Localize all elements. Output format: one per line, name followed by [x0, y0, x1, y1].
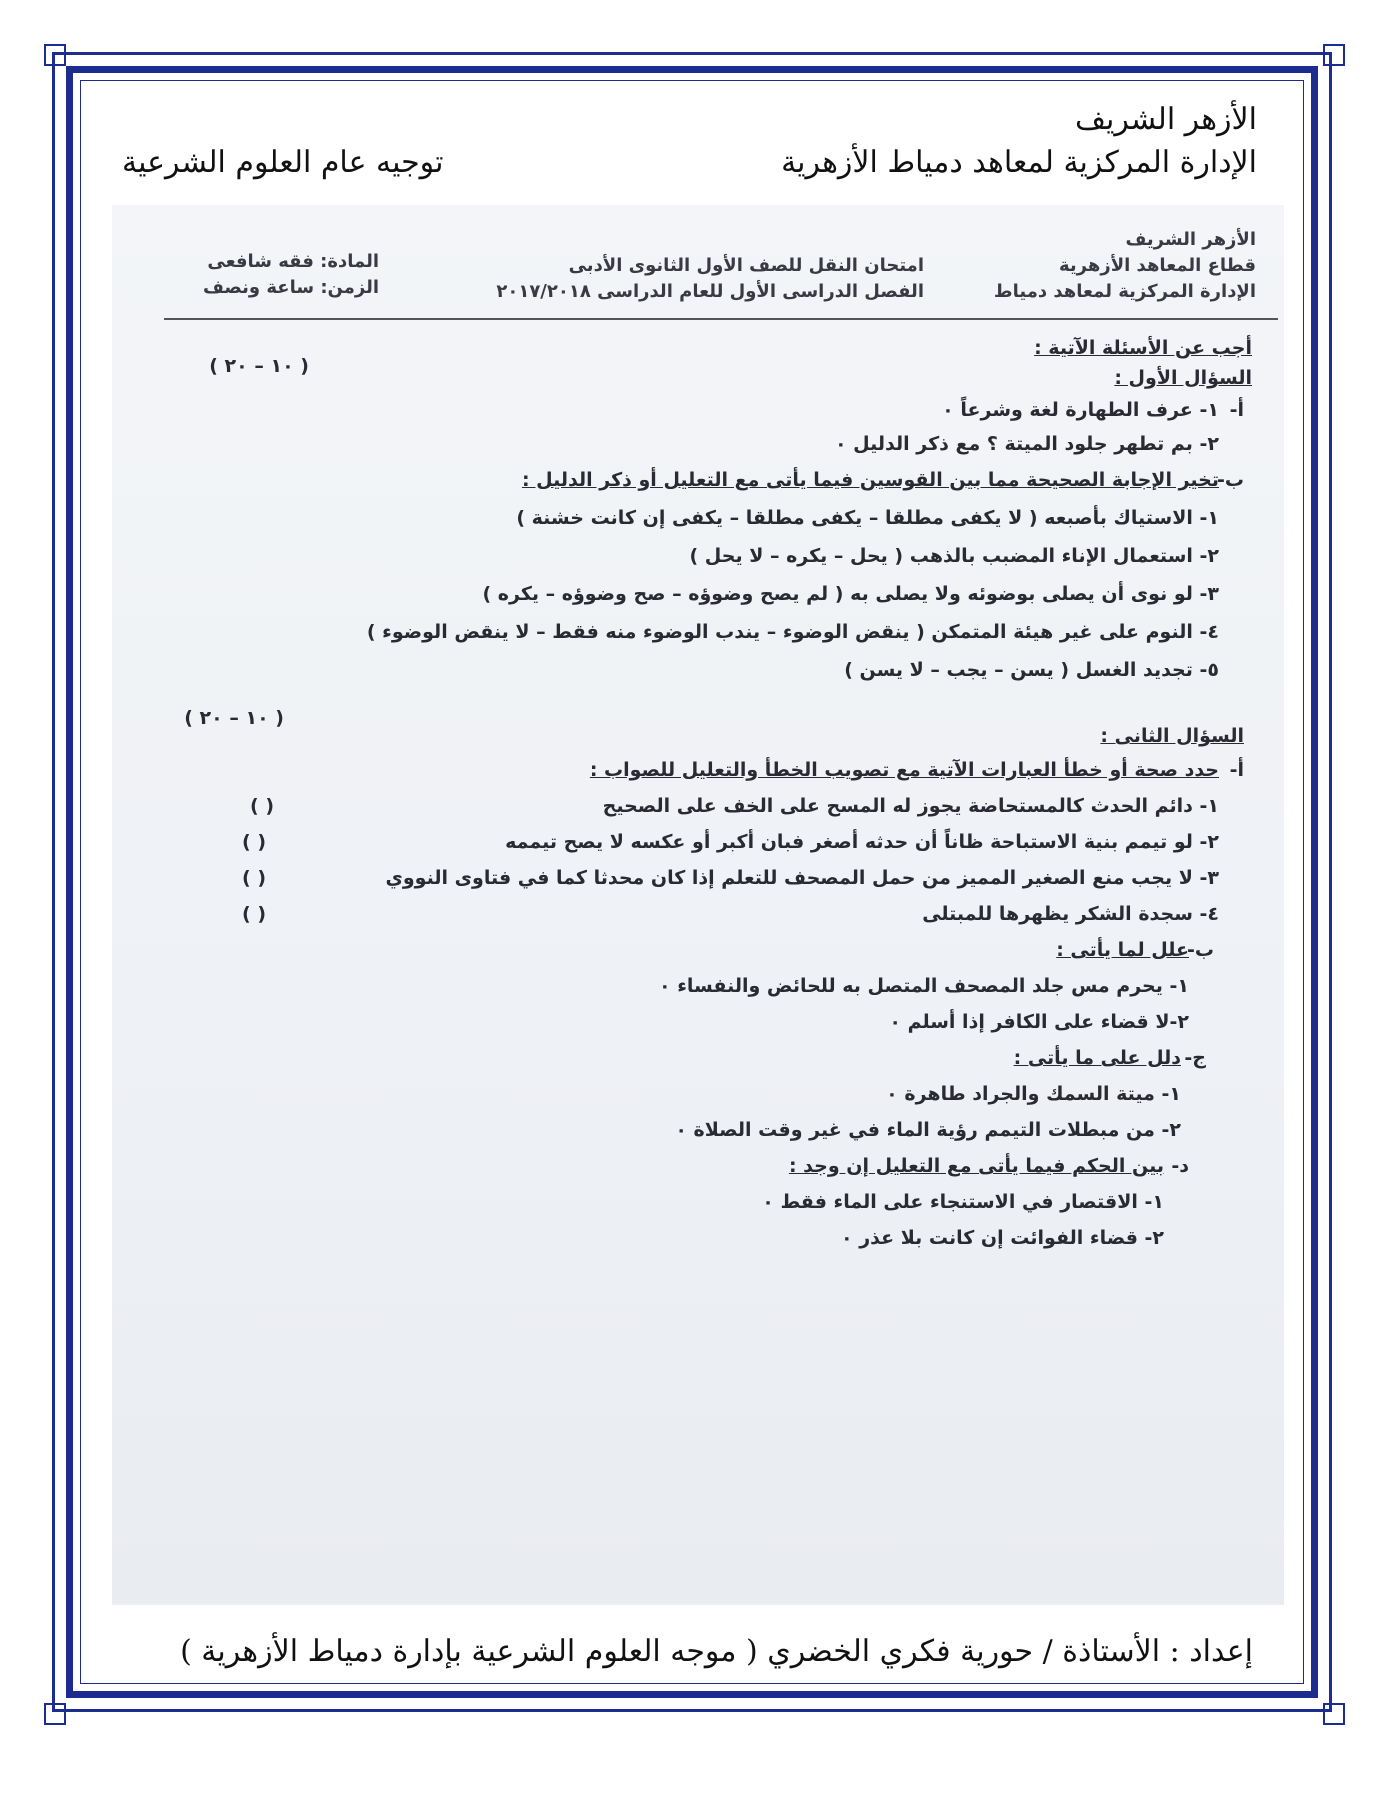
answer-box-2: ( ) — [242, 831, 266, 853]
q2-c-label: ج- — [1184, 1047, 1206, 1069]
q2-a-item-4: ٤- سجدة الشكر يظهرها للمبتلى — [922, 903, 1219, 925]
corner-ornament — [44, 1703, 66, 1725]
q2-marks: ( ١٠ – ٢٠ ) — [184, 707, 284, 729]
header-azhar: الأزهر الشريف — [1074, 102, 1257, 137]
q2-d-item-2: ٢- قضاء الفوائت إن كانت بلا عذر ٠ — [840, 1227, 1164, 1249]
answer-box-4: ( ) — [242, 903, 266, 925]
exam-header-right-1: الأزهر الشريف — [1125, 229, 1256, 250]
q1-b-label: ب- — [1217, 469, 1244, 491]
exam-header-center-1: امتحان النقل للصف الأول الثانوى الأدبى — [568, 255, 924, 276]
q1-b-item-4: ٤- النوم على غير هيئة المتمكن ( ينقض الوضوء – يندب الوضوء منه فقط – لا ينقض الوضوء ) — [366, 621, 1219, 643]
q2-b-item-2: ٢-لا قضاء على الكافر إذا أسلم ٠ — [889, 1011, 1189, 1033]
answer-box-1: ( ) — [250, 795, 274, 817]
q2-a-item-3: ٣- لا يجب منع الصغير المميز من حمل المصحف للتعلم إذا كان محدثا كما في فتاوى النووي — [385, 867, 1219, 889]
q2-c-title: دلل على ما يأتى : — [1013, 1047, 1181, 1069]
exam-header-right-2: قطاع المعاهد الأزهرية — [1059, 255, 1256, 276]
instructions: أجب عن الأسئلة الآتية : — [1034, 337, 1252, 359]
scanned-exam-paper — [112, 205, 1284, 1605]
q1-title: السؤال الأول : — [1114, 367, 1252, 389]
q2-a-item-2: ٢- لو تيمم بنية الاستباحة ظاناً أن حدثه أصغر فبان أكبر أو عكسه لا يصح تيممه — [505, 831, 1219, 853]
prepared-by: إعداد : الأستاذة / حورية فكري الخضري ( موجه العلوم الشرعية بإدارة دمياط الأزهرية ) — [180, 1634, 1253, 1669]
q1-b-item-5: ٥- تجديد الغسل ( يسن – يجب – لا يسن ) — [844, 659, 1219, 681]
corner-ornament — [1323, 1703, 1345, 1725]
q1-a-label: أ- — [1229, 399, 1244, 421]
q2-title: السؤال الثانى : — [1100, 725, 1244, 747]
q2-c-item-2: ٢- من مبطلات التيمم رؤية الماء في غير وقت الصلاة ٠ — [675, 1119, 1181, 1141]
q2-a-title: حدد صحة أو خطأ العبارات الآتية مع تصويب الخطأ والتعليل للصواب : — [589, 759, 1219, 781]
q1-b-item-2: ٢- استعمال الإناء المضبب بالذهب ( يحل – يكره – لا يحل ) — [689, 545, 1219, 567]
header-supervision: توجيه عام العلوم الشرعية — [122, 145, 444, 180]
corner-ornament — [1323, 44, 1345, 66]
exam-duration: الزمن: ساعة ونصف — [203, 277, 379, 298]
q2-a-label: أ- — [1229, 759, 1244, 781]
exam-header-right-3: الإدارة المركزية لمعاهد دمياط — [993, 281, 1256, 302]
q2-a-item-1: ١- دائم الحدث كالمستحاضة يجوز له المسح على الخف على الصحيح — [602, 795, 1219, 817]
q1-a-item-1: ١- عرف الطهارة لغة وشرعاً ٠ — [942, 399, 1219, 421]
exam-subject: المادة: فقه شافعى — [207, 251, 379, 272]
q2-d-item-1: ١- الاقتصار في الاستنجاء على الماء فقط ٠ — [762, 1191, 1164, 1213]
q1-marks: ( ١٠ – ٢٠ ) — [209, 355, 309, 377]
q1-b-item-1: ١- الاستياك بأصبعه ( لا يكفى مطلقا – يكفى مطلقا – يكفى إن كانت خشنة ) — [516, 507, 1219, 529]
q2-b-label: ب- — [1187, 939, 1214, 961]
q1-b-item-3: ٣- لو نوى أن يصلى بوضوئه ولا يصلى به ( لم يصح وضوؤه – صح وضوؤه – يكره ) — [482, 583, 1219, 605]
corner-ornament — [44, 44, 66, 66]
answer-box-3: ( ) — [242, 867, 266, 889]
q2-d-label: د- — [1171, 1155, 1189, 1177]
q2-c-item-1: ١- ميتة السمك والجراد طاهرة ٠ — [886, 1083, 1181, 1105]
q1-b-title: تخير الإجابة الصحيحة مما بين القوسين فيما يأتى مع التعليل أو ذكر الدليل : — [521, 469, 1219, 491]
header-rule — [164, 318, 1278, 320]
q2-b-title: علل لما يأتى : — [1056, 939, 1189, 961]
exam-header-center-2: الفصل الدراسى الأول للعام الدراسى ٢٠١٧/٢٠١٨ — [496, 281, 924, 302]
q1-a-item-2: ٢- بم تطهر جلود الميتة ؟ مع ذكر الدليل ٠ — [834, 433, 1219, 455]
header-administration: الإدارة المركزية لمعاهد دمياط الأزهرية — [781, 145, 1257, 180]
q2-d-title: بين الحكم فيما يأتى مع التعليل إن وجد : — [788, 1155, 1164, 1177]
q2-b-item-1: ١- يحرم مس جلد المصحف المتصل به للحائض والنفساء ٠ — [658, 975, 1189, 997]
